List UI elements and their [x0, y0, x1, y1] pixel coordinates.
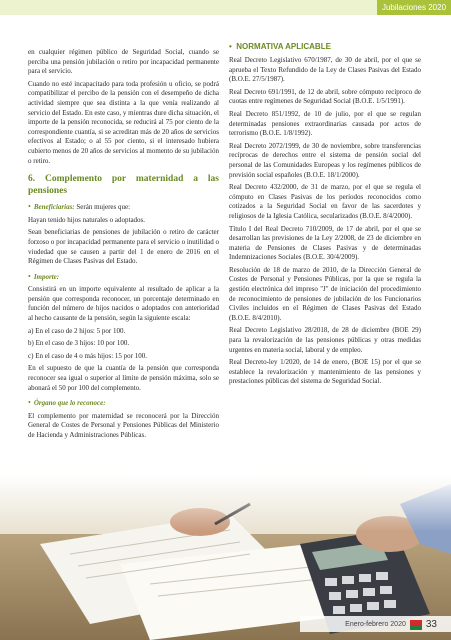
scale-item: b) En el caso de 3 hijos: 10 por 100.	[28, 339, 130, 348]
normativa-title	[229, 42, 331, 51]
bullet-icon: •	[28, 271, 31, 281]
bullet-text: Serán mujeres que:	[76, 203, 131, 212]
paragraph: Hayan tenido hijos naturales o adoptados.	[28, 215, 146, 224]
bullet-beneficiarias	[28, 202, 219, 213]
page-number: 33	[425, 619, 437, 630]
regulation-item: Resolución de 18 de marzo de 2010, de la Dirección General de Costes de Personal y Pensiones Públicas, por la que se regula la gestión electrónica del impreso "J" de iniciación del procedimiento de reconocimiento de pensiones de jubilación de los Funcionarios Civiles incluidos en el Régimen de Clases Pasivas del Estado (B.O.E. 8/4/2010).	[229, 265, 421, 322]
regulation-item: Real Decreto Legislativo 28/2018, de 28 de diciembre (BOE 29) para la revalorización de las pensiones públicas y otras medidas urgentes en materia social, laboral y de empleo.	[229, 326, 421, 354]
paragraph: en cualquier régimen público de Seguridad Social, cuando se perciba una pensión jubilación o retiro por incapacidad permanente para el servicio.	[28, 48, 219, 76]
regulation-item: Real Decreto Legislativo 670/1987, de 30 de abril, por el que se aprueba el Texto Refundido de la Ley de Clases Pasivas del Estado (B.O.E. 27/5/1987).	[229, 56, 421, 84]
logo-icon	[410, 620, 422, 630]
regulation-item: Título I del Real Decreto 710/2009, de 17 de abril, por el que se desarrollan las previsiones de la Ley 2/2008, de 23 de diciembre en materia de Pensiones de Clases Pasivas y de determinadas Indemnizaciones Sociales (B.O.E. 30/4/2009).	[229, 224, 421, 262]
issue-date: Enero-febrero 2020	[345, 621, 406, 628]
left-column	[28, 48, 219, 444]
bullet-heading: Importe:	[33, 272, 60, 281]
bullet-icon: •	[229, 42, 232, 51]
regulation-item: Real Decreto 691/1991, de 12 de abril, sobre cómputo recíproco de cuotas entre regímenes de Seguridad Social (B.O.E. 1/5/1991).	[229, 87, 421, 106]
regulation-item: Real Decreto 2072/1999, de 30 de noviembre, sobre transferencias recíprocas de derechos entre el sistema de pensión social del personal de las Comunidades Europeas y los regímenes públicos de previsión social españoles (B.O.E. 18/1/2000).	[229, 141, 421, 179]
bullet-organo	[28, 398, 219, 409]
page-footer	[345, 619, 437, 630]
section-title: 6. Complemento por maternidad a las pensiones	[28, 174, 219, 197]
bullet-heading: Órgano que lo reconoce:	[33, 399, 106, 408]
bullet-heading: Beneficiarias:	[33, 203, 75, 212]
scale-item: c) En el caso de 4 o más hijos: 15 por 100.	[28, 351, 147, 360]
paragraph: Sean beneficiarias de pensiones de jubilación o retiro de carácter forzoso o por incapacidad permanente para el servicio o inutilidad o viudedad que se causen a partir del 1 de enero de 2016 en el Régimen de Clases Pasivas del Estado.	[28, 228, 219, 266]
bullet-icon: •	[28, 398, 31, 408]
section-tab: Jubilaciones 2020	[377, 0, 451, 15]
paragraph: El complemento por maternidad se reconocerá por la Dirección General de Costes de Personal y Pensiones Públicas del Ministerio de Hacienda y Administraciones Públicas.	[28, 411, 219, 439]
paragraph: Cuando no esté incapacitado para toda profesión u oficio, se podrá compatibilizar el percibo de la pensión con el desempeño de dicha actividad siempre que sea distinta a la que venía realizando al servicio del Estado. En este caso, y mientras dure dicha situación, el importe de la pensión reconocida, se reducirá al 75 por ciento de la correspondiente cuantía, si se acreditan más de 20 años de servicios efectivos al Estado; o al 55 por ciento, si el interesado hubiera cubierto menos de 20 años de servicios al momento de su jubilación o retiro.	[28, 79, 219, 165]
bullet-importe	[28, 272, 219, 283]
regulation-item: Real Decreto 851/1992, de 10 de julio, por el que se regulan determinadas pensiones extraordinarias causada por actos de terrorismo (B.O.E. 1/8/1992).	[229, 109, 421, 138]
bullet-icon: •	[28, 202, 31, 212]
right-column	[229, 56, 421, 390]
regulation-item: Real Decreto 432/2000, de 31 de marzo, por el que se regula el cómputo en Clases Pasivas de los períodos reconocidos como cotizados a la Seguridad Social en favor de las sacerdotes y religiosos de la Iglesia Católica, secularizados (B.O.E. 8/4/2000).	[229, 183, 421, 220]
normativa-title-text: NORMATIVA APLICABLE	[236, 42, 331, 51]
regulation-item: Real Decreto-ley 1/2020, de 14 de enero, (BOE 15) por el que se establece la revalorización y mantenimiento de las pensiones y prestaciones públicas del sistema de Seguridad Social.	[229, 358, 421, 386]
paragraph: Consistirá en un importe equivalente al resultado de aplicar a la pensión que corresponda reconocer, un porcentaje determinado en función del número de hijos nacidos o adoptados con anterioridad al hecho causante de la pensión, según la siguiente escala:	[28, 285, 219, 323]
paragraph: En el supuesto de que la cuantía de la pensión que corresponda reconocer sea igual o superior al límite de pensión máxima, solo se abonará el 50 por 100 del complemento.	[28, 364, 219, 392]
scale-item: a) En el caso de 2 hijos: 5 por 100.	[28, 326, 126, 335]
